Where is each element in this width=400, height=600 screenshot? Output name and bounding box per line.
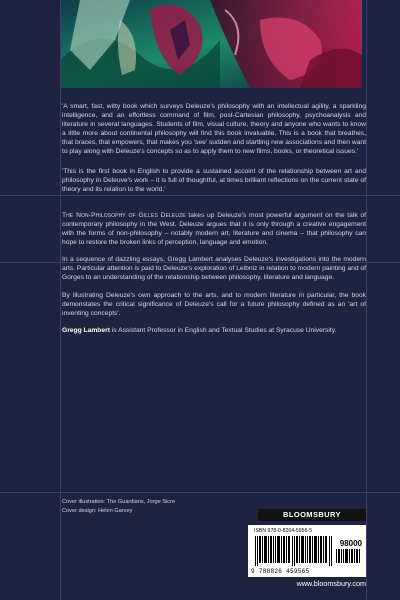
book-title: The Non-Philosophy of Gilles Deleuze [62, 211, 186, 219]
publisher-website: www.bloomsbury.com [296, 579, 366, 588]
price-barcode-bars [336, 549, 360, 563]
barcode-digits: 9 780826 459565 [251, 568, 310, 575]
grid-line [366, 0, 367, 600]
description-paragraph-2: In a sequence of dazzling essays, Gregg Lambert analyses Deleuze's investigations into the modern arts. Particular attention is paid to Deleuze's exploration of Leibniz in relation to modern painting and of Gorges to an understanding of the relationship between philosophy, literature and language. [62, 256, 366, 282]
price-code: 98000 [339, 539, 362, 548]
barcode-bars [255, 536, 335, 566]
description-paragraph-1-text: takes up Deleuze's most powerful argument on the talk of contemporary philosophy in the West. Deleuze argues that it is only through a creative engagement with the forms of non-philosophy – notably modern art, literature and cinema – that philosophy can hope to restore the broken links of perception, language and emotion. [62, 211, 366, 247]
description-paragraph-3: By illustrating Deleuze's own approach to the arts, and to modern literature in particular, the book demonstates the critical significance of Deleuze's call for a future philosophy defined as an 'art of inventing concepts'. [62, 291, 366, 317]
barcode [248, 525, 366, 577]
review-quote-1: 'A smart, fast, witty book which surveys Deleuze's philosophy with an intellectual agility, a sparkling intelligence, and an effortless command of film, post-Cartesian philosophy, psychoanalysis and literature in several languages. Students of film, visual culture, theory and anyone who wants to know a little more about continental philosophy will find this book invaluable. This is a book that breathes, that braces, that empowers, that makes you 'see' sudden and startling new associations and then want to play along with Deleuze's concepts so as to apply them to new films, books, or theoretical issues.' [62, 103, 366, 156]
grid-line [60, 0, 61, 600]
review-quote-2: 'This is the first book in English to provide a sustained accoint of the relationship between art and philosophy in Deleuve's work – it is full of thoughtful, at times brilliant reflections on the current state of theory and its relation to the world.' [62, 167, 366, 193]
author-bio-text: is Assistant Professor in English and Textual Studies at Syracuse University. [109, 326, 337, 334]
author-bio [62, 326, 366, 335]
isbn-text: ISBN 978-0-8264-5956-5 [254, 528, 313, 534]
author-name: Gregg Lambert [62, 326, 110, 334]
description-paragraph-1 [62, 211, 366, 247]
back-cover-text [62, 102, 366, 343]
illustration-credit: Cover illustration: The Guardians, Jorge Sicre [62, 499, 176, 505]
grid-line [0, 492, 400, 493]
publisher-logo: BLOOMSBURY [258, 509, 366, 521]
design-credit: Cover design: Helen Garvey [62, 508, 133, 514]
cover-credits [62, 498, 175, 516]
cover-illustration [60, 0, 362, 88]
